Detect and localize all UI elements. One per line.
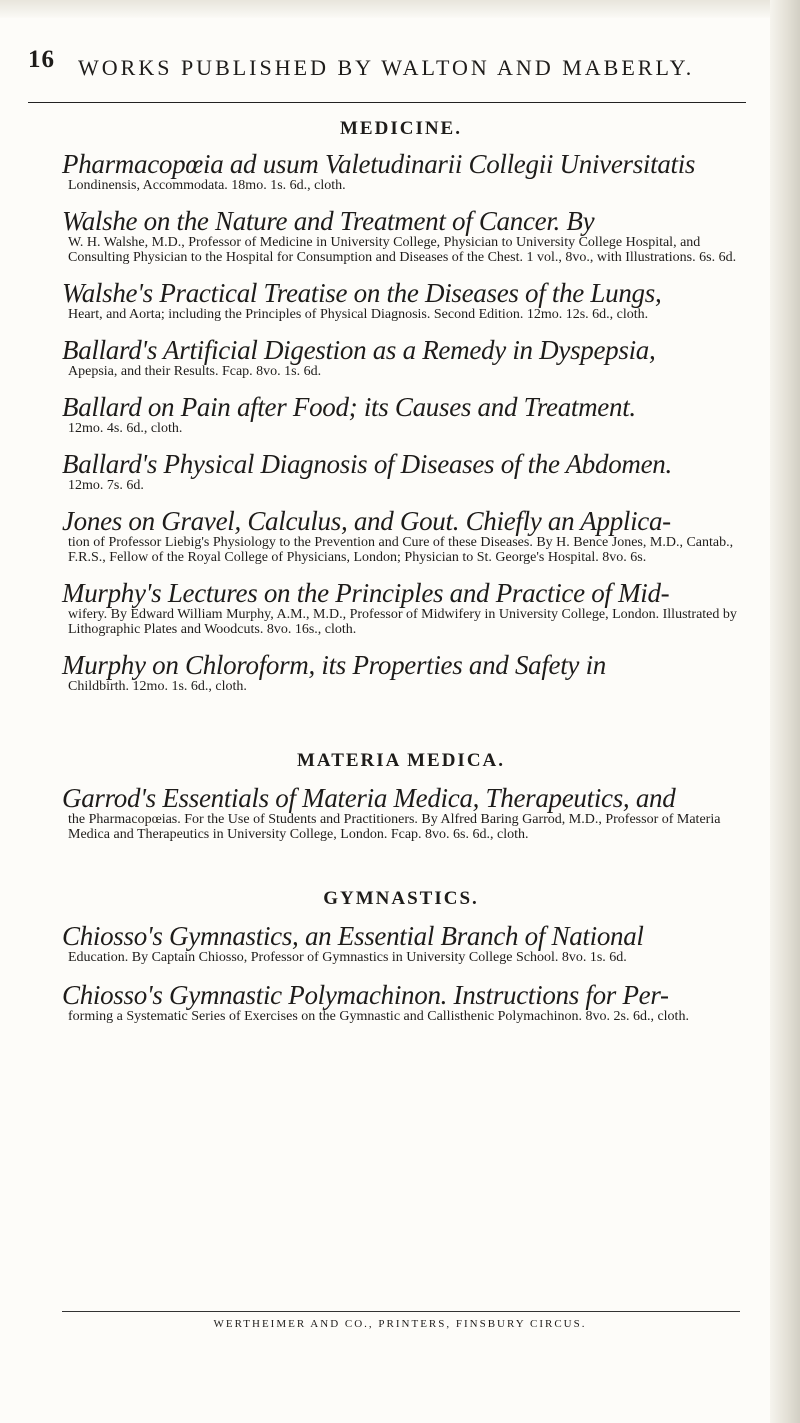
catalogue-entry bbox=[62, 507, 740, 565]
entry-title: Walshe's Practical Treatise on the Diseases of the Lungs, bbox=[62, 278, 662, 308]
entry-description: Apepsia, and their Results. Fcap. 8vo. 1s. 6d. bbox=[68, 364, 322, 379]
catalogue-entry bbox=[62, 784, 740, 842]
entry-title: Chiosso's Gymnastics, an Essential Branch of National bbox=[62, 921, 644, 951]
entry-description: W. H. Walshe, M.D., Professor of Medicine in University College, Physician to University College Hospital, and Consulting Physician to the Hospital for Consumption and Diseases of the Chest. 1 vol., 8vo., with Illustrations. 6s. 6d. bbox=[68, 235, 737, 265]
catalogue-body bbox=[62, 112, 740, 1024]
entry-description: 12mo. 4s. 6d., cloth. bbox=[68, 421, 183, 436]
catalogue-entry bbox=[62, 207, 740, 265]
catalogue-entry bbox=[62, 393, 740, 436]
entry-description: wifery. By Edward William Murphy, A.M., M.D., Professor of Midwifery in University College, London. Illustrated by Lithographic Plates and Woodcuts. 8vo. 16s., cloth. bbox=[68, 607, 737, 637]
entry-description: tion of Professor Liebig's Physiology to the Prevention and Cure of these Diseases. By H. Bence Jones, M.D., Cantab., F.R.S., Fellow of the Royal College of Physicians, London; Physician to St. George's Hospital. 8vo. 6s. bbox=[68, 535, 734, 565]
entry-description: 12mo. 7s. 6d. bbox=[68, 478, 144, 493]
section-heading: MATERIA MEDICA. bbox=[296, 750, 506, 771]
page-number: 16 bbox=[28, 46, 55, 73]
entry-description: Childbirth. 12mo. 1s. 6d., cloth. bbox=[68, 679, 247, 694]
catalogue-entry bbox=[62, 579, 740, 637]
section-heading: GYMNASTICS. bbox=[323, 888, 479, 909]
entry-title: Pharmacopœia ad usum Valetudinarii Collegii Universitatis bbox=[62, 149, 696, 179]
entry-title: Jones on Gravel, Calculus, and Gout. Chiefly an Applica- bbox=[62, 506, 671, 536]
catalogue-entry bbox=[62, 450, 740, 493]
page-header bbox=[0, 0, 800, 110]
catalogue-entry bbox=[62, 651, 740, 694]
entry-title: Walshe on the Nature and Treatment of Cancer. By bbox=[62, 206, 595, 236]
catalogue-entry bbox=[62, 279, 740, 322]
entry-title: Chiosso's Gymnastic Polymachinon. Instructions for Per- bbox=[62, 980, 669, 1010]
entry-title: Ballard's Physical Diagnosis of Diseases of the Abdomen. bbox=[62, 449, 672, 479]
entry-title: Ballard on Pain after Food; its Causes and Treatment. bbox=[62, 392, 636, 422]
section-materia-medica bbox=[62, 750, 740, 842]
entry-title: Garrod's Essentials of Materia Medica, Therapeutics, and bbox=[62, 783, 676, 813]
entry-description: Heart, and Aorta; including the Principles of Physical Diagnosis. Second Edition. 12mo. 12s. 6d., cloth. bbox=[68, 307, 649, 322]
entry-description: the Pharmacopœias. For the Use of Students and Practitioners. By Alfred Baring Garrod, M.D., Professor of Materia Medica and Therapeutics in University College, London. Fcap. 8vo. 6s. 6d., cloth. bbox=[68, 812, 721, 842]
entry-description: Londinensis, Accommodata. 18mo. 1s. 6d., cloth. bbox=[68, 178, 346, 193]
catalogue-entry bbox=[62, 922, 740, 965]
entry-description: forming a Systematic Series of Exercises on the Gymnastic and Callisthenic Polymachinon. 8vo. 2s. 6d., cloth. bbox=[68, 1009, 689, 1024]
section-medicine bbox=[62, 118, 740, 694]
entry-title: Ballard's Artificial Digestion as a Remedy in Dyspepsia, bbox=[62, 335, 656, 365]
catalogue-entry bbox=[62, 150, 740, 193]
catalogue-entry bbox=[62, 981, 740, 1024]
entry-description: Education. By Captain Chiosso, Professor of Gymnastics in University College School. 8vo. 1s. 6d. bbox=[68, 950, 627, 965]
catalogue-entry bbox=[62, 336, 740, 379]
entry-title: Murphy's Lectures on the Principles and Practice of Mid- bbox=[62, 578, 670, 608]
section-gymnastics bbox=[62, 888, 740, 1024]
printer-imprint: WERTHEIMER AND CO., PRINTERS, FINSBURY CIRCUS. bbox=[213, 1318, 587, 1330]
page-right-edge bbox=[770, 0, 800, 1423]
footer-rule bbox=[62, 1311, 740, 1312]
header-rule bbox=[28, 102, 746, 103]
running-title: WORKS PUBLISHED BY WALTON AND MABERLY. bbox=[78, 55, 695, 80]
section-heading: MEDICINE. bbox=[340, 118, 462, 139]
entry-title: Murphy on Chloroform, its Properties and Safety in bbox=[62, 650, 606, 680]
